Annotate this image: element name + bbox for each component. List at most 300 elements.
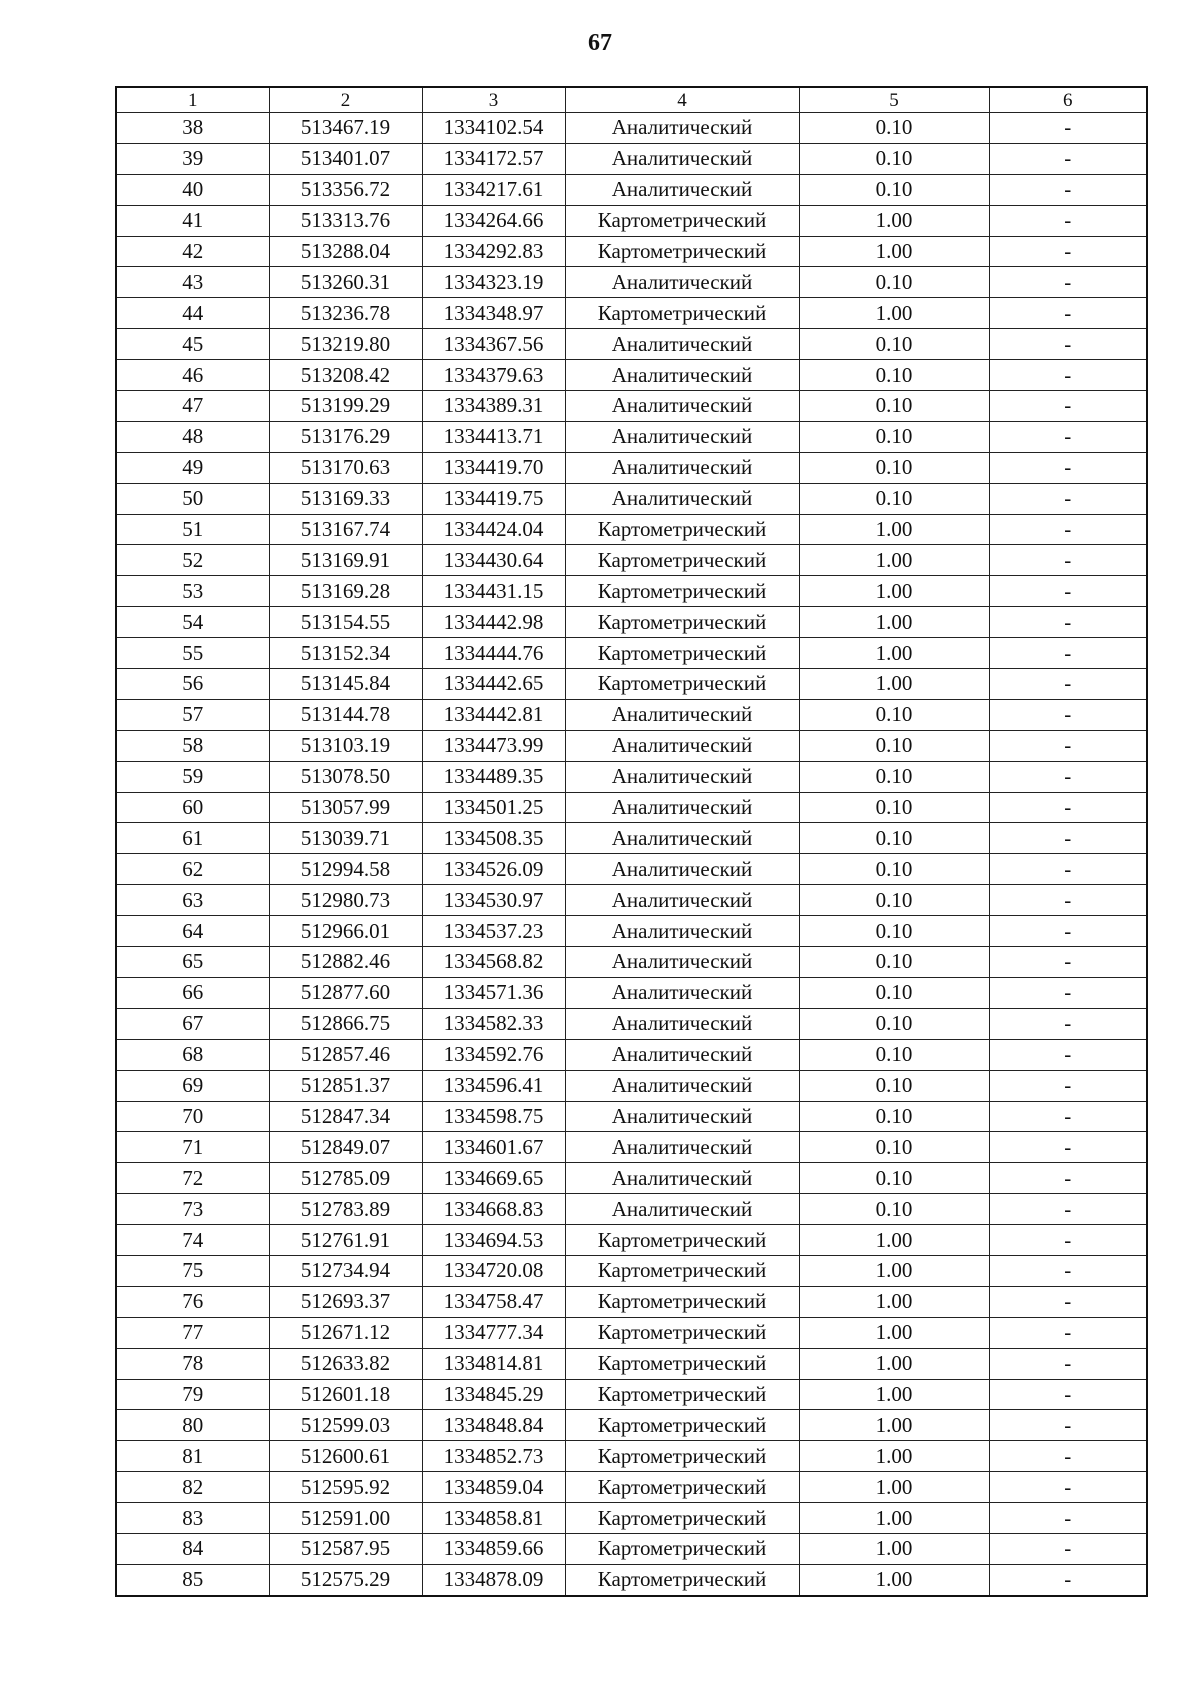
description-cell: - xyxy=(989,947,1147,978)
x-coordinate-cell: 512693.37 xyxy=(269,1286,422,1317)
accuracy-cell: 0.10 xyxy=(799,916,989,947)
table-row xyxy=(116,792,1147,823)
y-coordinate-cell: 1334430.64 xyxy=(422,545,565,576)
description-cell: - xyxy=(989,174,1147,205)
table-row xyxy=(116,1472,1147,1503)
description-cell: - xyxy=(989,916,1147,947)
accuracy-cell: 1.00 xyxy=(799,1255,989,1286)
description-cell: - xyxy=(989,761,1147,792)
method-cell: Аналитический xyxy=(565,1194,799,1225)
y-coordinate-cell: 1334582.33 xyxy=(422,1008,565,1039)
x-coordinate-cell: 512600.61 xyxy=(269,1441,422,1472)
point-number-cell: 63 xyxy=(116,885,269,916)
accuracy-cell: 0.10 xyxy=(799,391,989,422)
description-cell: - xyxy=(989,205,1147,236)
y-coordinate-cell: 1334852.73 xyxy=(422,1441,565,1472)
point-number-cell: 57 xyxy=(116,699,269,730)
column-header: 6 xyxy=(989,87,1147,113)
method-cell: Аналитический xyxy=(565,267,799,298)
y-coordinate-cell: 1334592.76 xyxy=(422,1039,565,1070)
table-row xyxy=(116,699,1147,730)
method-cell: Аналитический xyxy=(565,483,799,514)
method-cell: Аналитический xyxy=(565,1132,799,1163)
description-cell: - xyxy=(989,236,1147,267)
description-cell: - xyxy=(989,329,1147,360)
method-cell: Аналитический xyxy=(565,1070,799,1101)
accuracy-cell: 0.10 xyxy=(799,792,989,823)
x-coordinate-cell: 512591.00 xyxy=(269,1503,422,1534)
method-cell: Аналитический xyxy=(565,1163,799,1194)
accuracy-cell: 0.10 xyxy=(799,1070,989,1101)
accuracy-cell: 0.10 xyxy=(799,761,989,792)
table-row xyxy=(116,916,1147,947)
method-cell: Картометрический xyxy=(565,298,799,329)
table-row xyxy=(116,854,1147,885)
method-cell: Аналитический xyxy=(565,174,799,205)
table-row xyxy=(116,1317,1147,1348)
accuracy-cell: 1.00 xyxy=(799,514,989,545)
table-row xyxy=(116,1008,1147,1039)
table-row xyxy=(116,607,1147,638)
table-row xyxy=(116,329,1147,360)
method-cell: Картометрический xyxy=(565,1564,799,1595)
table-row xyxy=(116,1225,1147,1256)
point-number-cell: 56 xyxy=(116,669,269,700)
point-number-cell: 79 xyxy=(116,1379,269,1410)
x-coordinate-cell: 513219.80 xyxy=(269,329,422,360)
accuracy-cell: 1.00 xyxy=(799,1225,989,1256)
method-cell: Картометрический xyxy=(565,1286,799,1317)
method-cell: Аналитический xyxy=(565,1039,799,1070)
y-coordinate-cell: 1334348.97 xyxy=(422,298,565,329)
accuracy-cell: 0.10 xyxy=(799,267,989,298)
y-coordinate-cell: 1334367.56 xyxy=(422,329,565,360)
description-cell: - xyxy=(989,143,1147,174)
method-cell: Аналитический xyxy=(565,761,799,792)
description-cell: - xyxy=(989,113,1147,144)
table-row xyxy=(116,236,1147,267)
point-number-cell: 78 xyxy=(116,1348,269,1379)
description-cell: - xyxy=(989,885,1147,916)
description-cell: - xyxy=(989,1348,1147,1379)
table-row xyxy=(116,977,1147,1008)
table-row xyxy=(116,391,1147,422)
description-cell: - xyxy=(989,977,1147,1008)
table-row xyxy=(116,205,1147,236)
x-coordinate-cell: 512849.07 xyxy=(269,1132,422,1163)
table-row xyxy=(116,545,1147,576)
method-cell: Картометрический xyxy=(565,669,799,700)
description-cell: - xyxy=(989,360,1147,391)
x-coordinate-cell: 513208.42 xyxy=(269,360,422,391)
accuracy-cell: 0.10 xyxy=(799,1101,989,1132)
accuracy-cell: 0.10 xyxy=(799,143,989,174)
table-row xyxy=(116,267,1147,298)
x-coordinate-cell: 513401.07 xyxy=(269,143,422,174)
description-cell: - xyxy=(989,298,1147,329)
x-coordinate-cell: 512671.12 xyxy=(269,1317,422,1348)
point-number-cell: 85 xyxy=(116,1564,269,1595)
description-cell: - xyxy=(989,1101,1147,1132)
x-coordinate-cell: 512851.37 xyxy=(269,1070,422,1101)
table-header-row xyxy=(116,87,1147,113)
method-cell: Аналитический xyxy=(565,329,799,360)
coordinates-table xyxy=(115,86,1148,1597)
x-coordinate-cell: 512601.18 xyxy=(269,1379,422,1410)
x-coordinate-cell: 513170.63 xyxy=(269,452,422,483)
table-row xyxy=(116,1441,1147,1472)
y-coordinate-cell: 1334598.75 xyxy=(422,1101,565,1132)
table-row xyxy=(116,1070,1147,1101)
description-cell: - xyxy=(989,699,1147,730)
x-coordinate-cell: 512847.34 xyxy=(269,1101,422,1132)
x-coordinate-cell: 513039.71 xyxy=(269,823,422,854)
x-coordinate-cell: 513078.50 xyxy=(269,761,422,792)
table-row xyxy=(116,174,1147,205)
point-number-cell: 69 xyxy=(116,1070,269,1101)
y-coordinate-cell: 1334419.75 xyxy=(422,483,565,514)
method-cell: Картометрический xyxy=(565,638,799,669)
x-coordinate-cell: 512994.58 xyxy=(269,854,422,885)
x-coordinate-cell: 513154.55 xyxy=(269,607,422,638)
accuracy-cell: 0.10 xyxy=(799,1163,989,1194)
x-coordinate-cell: 513313.76 xyxy=(269,205,422,236)
y-coordinate-cell: 1334848.84 xyxy=(422,1410,565,1441)
description-cell: - xyxy=(989,1070,1147,1101)
description-cell: - xyxy=(989,669,1147,700)
method-cell: Аналитический xyxy=(565,1008,799,1039)
table-row xyxy=(116,1163,1147,1194)
y-coordinate-cell: 1334777.34 xyxy=(422,1317,565,1348)
method-cell: Картометрический xyxy=(565,545,799,576)
x-coordinate-cell: 512866.75 xyxy=(269,1008,422,1039)
x-coordinate-cell: 513057.99 xyxy=(269,792,422,823)
accuracy-cell: 0.10 xyxy=(799,421,989,452)
y-coordinate-cell: 1334878.09 xyxy=(422,1564,565,1595)
description-cell: - xyxy=(989,607,1147,638)
point-number-cell: 84 xyxy=(116,1533,269,1564)
y-coordinate-cell: 1334720.08 xyxy=(422,1255,565,1286)
accuracy-cell: 0.10 xyxy=(799,1008,989,1039)
method-cell: Картометрический xyxy=(565,1317,799,1348)
y-coordinate-cell: 1334845.29 xyxy=(422,1379,565,1410)
point-number-cell: 76 xyxy=(116,1286,269,1317)
accuracy-cell: 0.10 xyxy=(799,823,989,854)
x-coordinate-cell: 512734.94 xyxy=(269,1255,422,1286)
description-cell: - xyxy=(989,1008,1147,1039)
point-number-cell: 41 xyxy=(116,205,269,236)
accuracy-cell: 1.00 xyxy=(799,236,989,267)
y-coordinate-cell: 1334473.99 xyxy=(422,730,565,761)
accuracy-cell: 0.10 xyxy=(799,1194,989,1225)
table-row xyxy=(116,823,1147,854)
y-coordinate-cell: 1334859.04 xyxy=(422,1472,565,1503)
x-coordinate-cell: 513169.33 xyxy=(269,483,422,514)
y-coordinate-cell: 1334413.71 xyxy=(422,421,565,452)
x-coordinate-cell: 513144.78 xyxy=(269,699,422,730)
point-number-cell: 73 xyxy=(116,1194,269,1225)
x-coordinate-cell: 512785.09 xyxy=(269,1163,422,1194)
description-cell: - xyxy=(989,1410,1147,1441)
y-coordinate-cell: 1334596.41 xyxy=(422,1070,565,1101)
method-cell: Аналитический xyxy=(565,452,799,483)
table-row xyxy=(116,360,1147,391)
table-row xyxy=(116,1410,1147,1441)
method-cell: Картометрический xyxy=(565,576,799,607)
y-coordinate-cell: 1334501.25 xyxy=(422,792,565,823)
point-number-cell: 83 xyxy=(116,1503,269,1534)
point-number-cell: 49 xyxy=(116,452,269,483)
table-row xyxy=(116,885,1147,916)
x-coordinate-cell: 512882.46 xyxy=(269,947,422,978)
x-coordinate-cell: 512595.92 xyxy=(269,1472,422,1503)
method-cell: Картометрический xyxy=(565,1379,799,1410)
method-cell: Картометрический xyxy=(565,514,799,545)
description-cell: - xyxy=(989,854,1147,885)
y-coordinate-cell: 1334102.54 xyxy=(422,113,565,144)
method-cell: Аналитический xyxy=(565,947,799,978)
table-row xyxy=(116,452,1147,483)
x-coordinate-cell: 513288.04 xyxy=(269,236,422,267)
table-row xyxy=(116,514,1147,545)
accuracy-cell: 0.10 xyxy=(799,360,989,391)
x-coordinate-cell: 513103.19 xyxy=(269,730,422,761)
point-number-cell: 54 xyxy=(116,607,269,638)
table-row xyxy=(116,1533,1147,1564)
y-coordinate-cell: 1334668.83 xyxy=(422,1194,565,1225)
table-row xyxy=(116,947,1147,978)
y-coordinate-cell: 1334292.83 xyxy=(422,236,565,267)
point-number-cell: 44 xyxy=(116,298,269,329)
description-cell: - xyxy=(989,1194,1147,1225)
description-cell: - xyxy=(989,1503,1147,1534)
description-cell: - xyxy=(989,730,1147,761)
method-cell: Аналитический xyxy=(565,421,799,452)
column-header: 3 xyxy=(422,87,565,113)
point-number-cell: 60 xyxy=(116,792,269,823)
x-coordinate-cell: 512575.29 xyxy=(269,1564,422,1595)
accuracy-cell: 1.00 xyxy=(799,669,989,700)
x-coordinate-cell: 513199.29 xyxy=(269,391,422,422)
point-number-cell: 47 xyxy=(116,391,269,422)
x-coordinate-cell: 512857.46 xyxy=(269,1039,422,1070)
table-row xyxy=(116,761,1147,792)
method-cell: Аналитический xyxy=(565,823,799,854)
x-coordinate-cell: 513260.31 xyxy=(269,267,422,298)
table-row xyxy=(116,113,1147,144)
y-coordinate-cell: 1334389.31 xyxy=(422,391,565,422)
method-cell: Картометрический xyxy=(565,1348,799,1379)
page-number: 67 xyxy=(588,30,612,56)
method-cell: Аналитический xyxy=(565,113,799,144)
x-coordinate-cell: 512761.91 xyxy=(269,1225,422,1256)
method-cell: Картометрический xyxy=(565,1225,799,1256)
method-cell: Картометрический xyxy=(565,1255,799,1286)
point-number-cell: 48 xyxy=(116,421,269,452)
y-coordinate-cell: 1334601.67 xyxy=(422,1132,565,1163)
point-number-cell: 50 xyxy=(116,483,269,514)
description-cell: - xyxy=(989,1286,1147,1317)
table-row xyxy=(116,1132,1147,1163)
accuracy-cell: 0.10 xyxy=(799,730,989,761)
table-row xyxy=(116,1101,1147,1132)
point-number-cell: 52 xyxy=(116,545,269,576)
y-coordinate-cell: 1334859.66 xyxy=(422,1533,565,1564)
method-cell: Аналитический xyxy=(565,360,799,391)
point-number-cell: 53 xyxy=(116,576,269,607)
accuracy-cell: 0.10 xyxy=(799,174,989,205)
point-number-cell: 62 xyxy=(116,854,269,885)
table-row xyxy=(116,1255,1147,1286)
accuracy-cell: 0.10 xyxy=(799,483,989,514)
description-cell: - xyxy=(989,421,1147,452)
method-cell: Аналитический xyxy=(565,699,799,730)
y-coordinate-cell: 1334424.04 xyxy=(422,514,565,545)
x-coordinate-cell: 513176.29 xyxy=(269,421,422,452)
description-cell: - xyxy=(989,638,1147,669)
table-row xyxy=(116,669,1147,700)
method-cell: Аналитический xyxy=(565,730,799,761)
y-coordinate-cell: 1334568.82 xyxy=(422,947,565,978)
column-header: 1 xyxy=(116,87,269,113)
description-cell: - xyxy=(989,1317,1147,1348)
accuracy-cell: 0.10 xyxy=(799,1132,989,1163)
point-number-cell: 75 xyxy=(116,1255,269,1286)
table-row xyxy=(116,1194,1147,1225)
accuracy-cell: 1.00 xyxy=(799,1410,989,1441)
point-number-cell: 40 xyxy=(116,174,269,205)
point-number-cell: 51 xyxy=(116,514,269,545)
x-coordinate-cell: 513152.34 xyxy=(269,638,422,669)
point-number-cell: 68 xyxy=(116,1039,269,1070)
method-cell: Аналитический xyxy=(565,391,799,422)
y-coordinate-cell: 1334442.65 xyxy=(422,669,565,700)
point-number-cell: 45 xyxy=(116,329,269,360)
method-cell: Картометрический xyxy=(565,1472,799,1503)
x-coordinate-cell: 512877.60 xyxy=(269,977,422,1008)
y-coordinate-cell: 1334379.63 xyxy=(422,360,565,391)
y-coordinate-cell: 1334431.15 xyxy=(422,576,565,607)
point-number-cell: 74 xyxy=(116,1225,269,1256)
description-cell: - xyxy=(989,1441,1147,1472)
x-coordinate-cell: 513169.28 xyxy=(269,576,422,607)
table-row xyxy=(116,298,1147,329)
accuracy-cell: 0.10 xyxy=(799,329,989,360)
description-cell: - xyxy=(989,452,1147,483)
y-coordinate-cell: 1334264.66 xyxy=(422,205,565,236)
table-row xyxy=(116,1503,1147,1534)
accuracy-cell: 1.00 xyxy=(799,1441,989,1472)
method-cell: Аналитический xyxy=(565,916,799,947)
table-row xyxy=(116,638,1147,669)
point-number-cell: 64 xyxy=(116,916,269,947)
accuracy-cell: 0.10 xyxy=(799,947,989,978)
accuracy-cell: 1.00 xyxy=(799,545,989,576)
point-number-cell: 77 xyxy=(116,1317,269,1348)
x-coordinate-cell: 512966.01 xyxy=(269,916,422,947)
y-coordinate-cell: 1334526.09 xyxy=(422,854,565,885)
x-coordinate-cell: 513167.74 xyxy=(269,514,422,545)
description-cell: - xyxy=(989,1132,1147,1163)
x-coordinate-cell: 512599.03 xyxy=(269,1410,422,1441)
table-row xyxy=(116,576,1147,607)
method-cell: Картометрический xyxy=(565,1503,799,1534)
method-cell: Аналитический xyxy=(565,792,799,823)
x-coordinate-cell: 512980.73 xyxy=(269,885,422,916)
point-number-cell: 38 xyxy=(116,113,269,144)
accuracy-cell: 1.00 xyxy=(799,576,989,607)
point-number-cell: 70 xyxy=(116,1101,269,1132)
method-cell: Картометрический xyxy=(565,1533,799,1564)
table-row xyxy=(116,421,1147,452)
y-coordinate-cell: 1334537.23 xyxy=(422,916,565,947)
point-number-cell: 39 xyxy=(116,143,269,174)
point-number-cell: 43 xyxy=(116,267,269,298)
method-cell: Картометрический xyxy=(565,236,799,267)
point-number-cell: 55 xyxy=(116,638,269,669)
accuracy-cell: 0.10 xyxy=(799,854,989,885)
method-cell: Аналитический xyxy=(565,143,799,174)
point-number-cell: 81 xyxy=(116,1441,269,1472)
y-coordinate-cell: 1334323.19 xyxy=(422,267,565,298)
accuracy-cell: 0.10 xyxy=(799,113,989,144)
table-body xyxy=(116,113,1147,1596)
point-number-cell: 65 xyxy=(116,947,269,978)
method-cell: Картометрический xyxy=(565,205,799,236)
method-cell: Картометрический xyxy=(565,607,799,638)
accuracy-cell: 1.00 xyxy=(799,1503,989,1534)
description-cell: - xyxy=(989,267,1147,298)
x-coordinate-cell: 512633.82 xyxy=(269,1348,422,1379)
y-coordinate-cell: 1334217.61 xyxy=(422,174,565,205)
point-number-cell: 72 xyxy=(116,1163,269,1194)
description-cell: - xyxy=(989,483,1147,514)
description-cell: - xyxy=(989,545,1147,576)
accuracy-cell: 0.10 xyxy=(799,699,989,730)
method-cell: Картометрический xyxy=(565,1410,799,1441)
accuracy-cell: 1.00 xyxy=(799,1286,989,1317)
table-row xyxy=(116,1039,1147,1070)
table-row xyxy=(116,1286,1147,1317)
accuracy-cell: 0.10 xyxy=(799,452,989,483)
accuracy-cell: 1.00 xyxy=(799,607,989,638)
y-coordinate-cell: 1334508.35 xyxy=(422,823,565,854)
accuracy-cell: 0.10 xyxy=(799,885,989,916)
point-number-cell: 46 xyxy=(116,360,269,391)
accuracy-cell: 1.00 xyxy=(799,1317,989,1348)
x-coordinate-cell: 513169.91 xyxy=(269,545,422,576)
table-row xyxy=(116,730,1147,761)
table-row xyxy=(116,483,1147,514)
description-cell: - xyxy=(989,1533,1147,1564)
y-coordinate-cell: 1334814.81 xyxy=(422,1348,565,1379)
accuracy-cell: 0.10 xyxy=(799,1039,989,1070)
point-number-cell: 80 xyxy=(116,1410,269,1441)
y-coordinate-cell: 1334858.81 xyxy=(422,1503,565,1534)
accuracy-cell: 1.00 xyxy=(799,298,989,329)
y-coordinate-cell: 1334694.53 xyxy=(422,1225,565,1256)
column-header: 5 xyxy=(799,87,989,113)
description-cell: - xyxy=(989,1039,1147,1070)
accuracy-cell: 1.00 xyxy=(799,638,989,669)
point-number-cell: 82 xyxy=(116,1472,269,1503)
x-coordinate-cell: 513467.19 xyxy=(269,113,422,144)
y-coordinate-cell: 1334571.36 xyxy=(422,977,565,1008)
y-coordinate-cell: 1334172.57 xyxy=(422,143,565,174)
point-number-cell: 59 xyxy=(116,761,269,792)
accuracy-cell: 1.00 xyxy=(799,205,989,236)
point-number-cell: 66 xyxy=(116,977,269,1008)
